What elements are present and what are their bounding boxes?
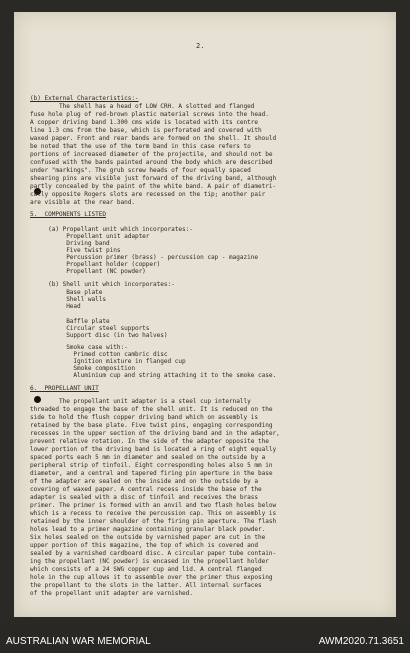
footer-accession-number: AWM2020.71.3651 <box>318 636 404 647</box>
text-line: Smoke case with:- <box>30 344 128 351</box>
text-line: the propellant to the slots in the latter. All internal surfaces <box>30 582 262 589</box>
text-line: holes lead to a primer magazine containing granular black powder. <box>30 526 266 533</box>
text-line: prevent relative rotation. In the side of the adapter opposite the <box>30 438 269 445</box>
text-line: primer. The primer is formed with an anvil and two flash holes below <box>30 502 277 509</box>
text-line: 5. COMPONENTS LISTED <box>30 211 106 218</box>
text-line: spaced ports each 5 mm in diameter and sealed on the outside by a <box>30 454 266 461</box>
text-line: peripheral strip of tinfoil. Eight corresponding holes also 5 mm in <box>30 462 273 469</box>
text-line: (b) External Characteristics:- <box>30 95 139 102</box>
text-line: are visible at the rear band. <box>30 199 135 206</box>
text-line: of the propellant unit adapter are varnished. <box>30 590 193 597</box>
text-line: Propellant holder (copper) <box>30 261 161 268</box>
text-line: (b) Shell unit which incorporates:- <box>30 281 175 288</box>
text-line: covering of waxed paper. A central recess inside the base of the <box>30 486 262 493</box>
text-line: Smoke composition <box>30 365 135 372</box>
text-line: cally opposite Rogers slots are recessed on the tip; another pair <box>30 191 266 198</box>
text-line: upper portion of this magazine, the top of which is covered and <box>30 542 258 549</box>
text-line: threaded to engage the base of the shell unit. It is reduced on the <box>30 406 273 413</box>
text-line: lower portion of the driving band is located a ring of eight equally <box>30 446 277 453</box>
text-line: A copper driving band 1.300 cms wide is located with its centre <box>30 119 258 126</box>
text-line: diameter, and a central and tapered firing pin aperture in the base <box>30 470 273 477</box>
text-line: ing the propellant (NC powder) is encased in the propellant holder <box>30 558 269 565</box>
text-line: Baffle plate <box>30 318 110 325</box>
text-line: adapter is sealed with a disc of tinfoil and receives the brass <box>30 494 258 501</box>
text-line: Aluminium cup and string attaching it to the smoke case. <box>30 372 277 379</box>
footer-institution: AUSTRALIAN WAR MEMORIAL <box>6 636 151 647</box>
text-line: confused with the bands painted around the body which are described <box>30 159 273 166</box>
text-line: Circular steel supports <box>30 325 150 332</box>
text-line: Support disc (in two halves) <box>30 332 168 339</box>
text-line: Shell walls <box>30 296 106 303</box>
text-line: which is a recess to receive the percussion cap. This on assembly is <box>30 510 277 517</box>
page-number: 2. <box>196 42 205 50</box>
text-line: The shell has a head of LOW CRH. A slotted and flanged <box>30 103 255 110</box>
text-line: recesses in the upper section of the driving band and in the adapter, <box>30 430 280 437</box>
text-line: sealed by a varnished cardboard disc. A circular paper tube contain- <box>30 550 277 557</box>
text-line: fuse hole plug of red-brown plastic material screws into the head. <box>30 111 269 118</box>
text-line: waxed paper. Front and rear bands are formed on the shell. It should <box>30 135 277 142</box>
text-line: 6. PROPELLANT UNIT <box>30 385 99 392</box>
text-line: partly concealed by the paint of the white band. A pair of diametri- <box>30 183 277 190</box>
text-line: (a) Propellant unit which incorporates:- <box>30 226 193 233</box>
text-line: Driving band <box>30 240 110 247</box>
text-line: Percussion primer (brass) - percussion cap - magazine <box>30 254 258 261</box>
text-line: Head <box>30 303 81 310</box>
text-line: retained by the base plate. Five twist pins, engaging corresponding <box>30 422 273 429</box>
text-line: Five twist pins <box>30 247 121 254</box>
text-line: be noted that the use of the term band in this case refers to <box>30 143 251 150</box>
text-line: shearing pins are visible just forward of the driving band, although <box>30 175 277 182</box>
text-line: side to hold the flush copper driving band which on assembly is <box>30 414 258 421</box>
text-line: Six holes sealed on the outside by varnished paper are cut in the <box>30 534 266 541</box>
text-line: under "markings". The grub screw heads of four equally spaced <box>30 167 251 174</box>
text-line: Base plate <box>30 289 103 296</box>
text-line: The propellant unit adapter is a steel cup internally <box>30 398 251 405</box>
text-line: Propellant unit adapter <box>30 233 150 240</box>
text-line: line 1.3 cms from the base, which is perforated and covered with <box>30 127 262 134</box>
text-line: portions of increased diameter of the projectile, and should not be <box>30 151 273 158</box>
text-line: Ignition mixture in flanged cup <box>30 358 186 365</box>
text-line: which consists of a 24 SWG copper cup and lid. A central flanged <box>30 566 262 573</box>
text-line: Primed cotton cambric disc <box>30 351 168 358</box>
text-line: Propellant (NC powder) <box>30 268 146 275</box>
text-line: of the adapter are sealed on the inside and on the outside by a <box>30 478 258 485</box>
text-line: hole in the cup allows it to assemble over the primer thus exposing <box>30 574 273 581</box>
footer-bar <box>0 630 410 653</box>
text-line: retained by the inner shoulder of the firing pin aperture. The flash <box>30 518 277 525</box>
